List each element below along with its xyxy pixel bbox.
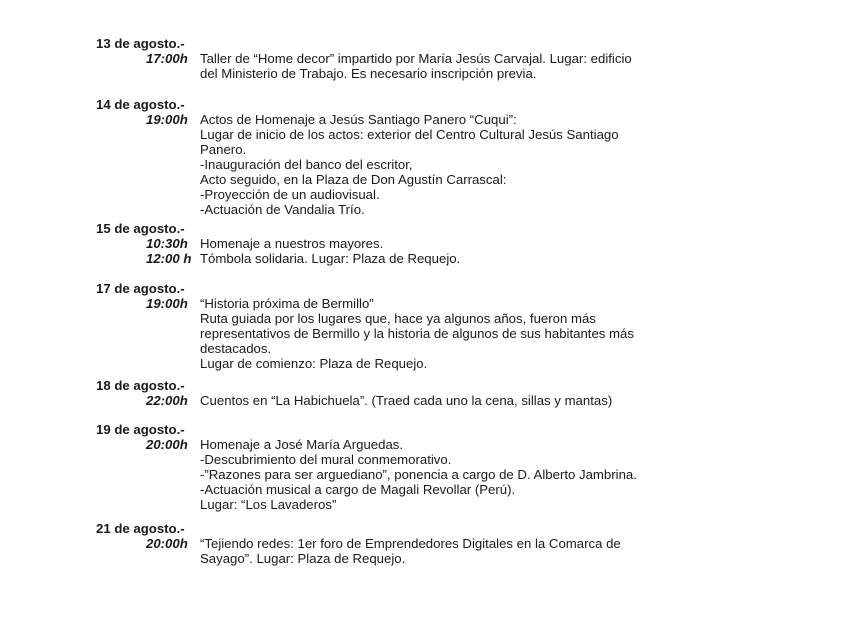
event-line: Panero. [200,142,247,157]
event-entry [96,236,816,251]
event-entry [96,536,816,566]
event-line: -Inauguración del banco del escritor, [200,157,413,172]
day-block [96,221,816,266]
event-line: Sayago”. Lugar: Plaza de Requejo. [200,551,406,566]
event-line: -Actuación de Vandalia Trío. [200,202,365,217]
day-block [96,521,816,566]
event-time: 20:00h [146,437,188,452]
day-date: 19 de agosto.- [96,422,185,437]
day-block [96,281,816,371]
event-entry [96,437,816,512]
event-time: 19:00h [146,296,188,311]
event-time: 19:00h [146,112,188,127]
event-line: destacados. [200,341,272,356]
day-block [96,36,816,81]
event-time: 12:00 h [146,251,192,266]
event-line: -Descubrimiento del mural conmemorativo. [200,452,452,467]
event-line: “Tejiendo redes: 1er foro de Emprendedores Digitales en la Comarca de [200,536,621,551]
event-line: Lugar de inicio de los actos: exterior del Centro Cultural Jesús Santiago [200,127,619,142]
day-block [96,97,816,217]
event-time: 17:00h [146,51,188,66]
event-line: Ruta guiada por los lugares que, hace ya algunos años, fueron más [200,311,596,326]
day-date: 21 de agosto.- [96,521,185,536]
event-line: Lugar de comienzo: Plaza de Requejo. [200,356,428,371]
event-line: Lugar: “Los Lavaderos” [200,497,337,512]
event-line: “Historia próxima de Bermillo” [200,296,374,311]
event-line: Homenaje a José María Arguedas. [200,437,404,452]
event-time: 10:30h [146,236,188,251]
event-line: -Proyección de un audiovisual. [200,187,380,202]
event-line: -”Razones para ser arguediano”, ponencia a cargo de D. Alberto Jambrina. [200,467,637,482]
event-line: Taller de “Home decor” impartido por María Jesús Carvajal. Lugar: edificio [200,51,632,66]
event-entry [96,112,816,217]
event-entry [96,393,816,408]
event-line: del Ministerio de Trabajo. Es necesario inscripción previa. [200,66,537,81]
day-block [96,378,816,408]
event-entry [96,51,816,81]
event-line: Cuentos en “La Habichuela”. (Traed cada uno la cena, sillas y mantas) [200,393,613,408]
day-date: 13 de agosto.- [96,36,185,51]
day-date: 14 de agosto.- [96,97,185,112]
event-line: representativos de Bermillo y la historia de algunos de sus habitantes más [200,326,634,341]
event-line: Tómbola solidaria. Lugar: Plaza de Requejo. [200,251,461,266]
day-date: 17 de agosto.- [96,281,185,296]
event-entry [96,296,816,371]
event-line: -Actuación musical a cargo de Magali Revollar (Perú). [200,482,516,497]
event-line: Actos de Homenaje a Jesús Santiago Panero “Cuqui”: [200,112,517,127]
day-date: 15 de agosto.- [96,221,185,236]
day-date: 18 de agosto.- [96,378,185,393]
event-time: 22:00h [146,393,188,408]
event-line: Acto seguido, en la Plaza de Don Agustín Carrascal: [200,172,507,187]
day-block [96,422,816,512]
event-line: Homenaje a nuestros mayores. [200,236,384,251]
event-entry [96,251,816,266]
event-time: 20:00h [146,536,188,551]
